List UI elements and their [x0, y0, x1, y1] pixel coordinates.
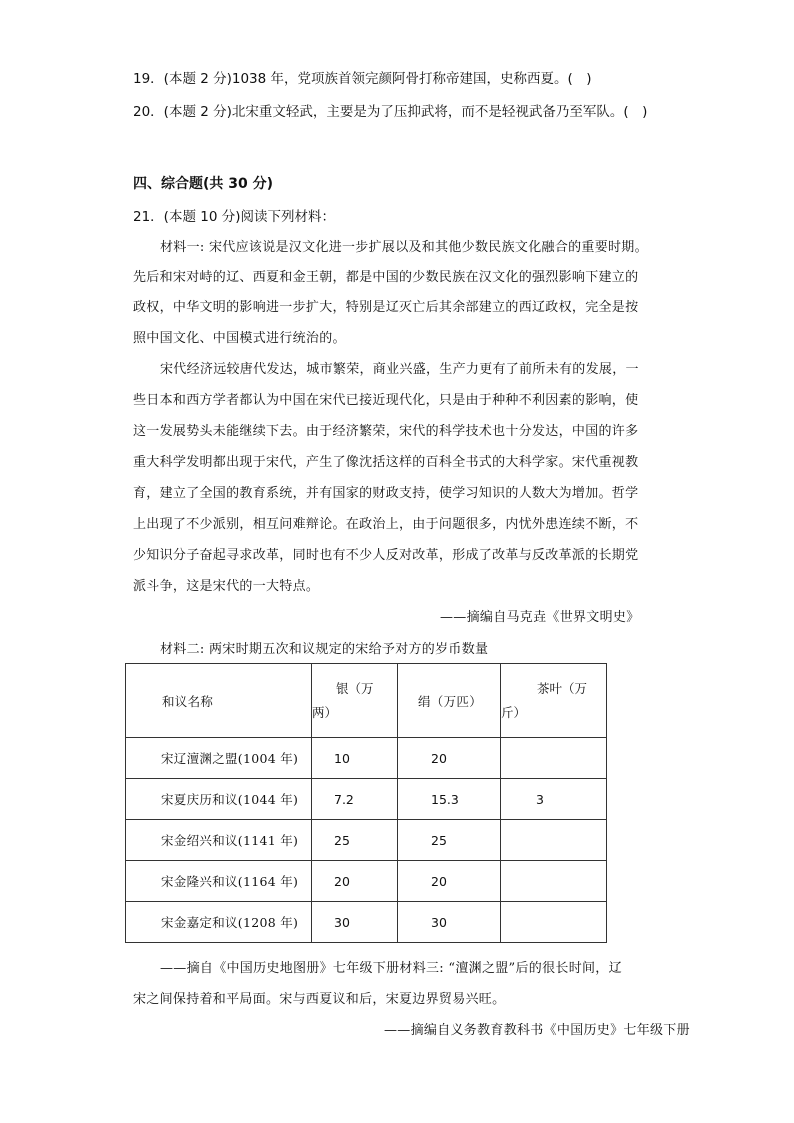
row-silk: 30 [398, 902, 501, 943]
header-tea-line2: 斤） [501, 704, 527, 720]
material-1-line: 重大科学发明都出现于宋代，产生了像沈括这样的百科全书式的大科学家。宋代重视教 [133, 455, 639, 470]
row-tea [501, 738, 607, 779]
row-silk: 20 [398, 861, 501, 902]
header-silk: 绢（万匹） [398, 664, 501, 738]
row-silver: 10 [312, 738, 398, 779]
material-1-line: 先后和宋对峙的辽、西夏和金王朝，都是中国的少数民族在汉文化的强烈影响下建立的 [133, 270, 639, 285]
table-header-row [126, 664, 607, 738]
row-name: 宋夏庆历和议(1044 年) [126, 779, 312, 820]
material-1-line: 些日本和西方学者都认为中国在宋代已接近现代化，只是由于种种不利因素的影响，使 [133, 393, 639, 408]
material-3-line: 宋之间保持着和平局面。宋与西夏议和后，宋夏边界贸易兴旺。 [133, 992, 506, 1007]
row-silver: 20 [312, 861, 398, 902]
row-name: 宋金绍兴和议(1141 年) [126, 820, 312, 861]
material-1-line: 照中国文化、中国模式进行统治的。 [133, 331, 346, 346]
header-silver-line2: 两） [312, 704, 338, 720]
question-20: 20．(本题 2 分)北宋重文轻武，主要是为了压抑武将，而不是轻视武备乃至军队。( ) [133, 104, 648, 120]
table-row [126, 779, 607, 820]
row-silk: 25 [398, 820, 501, 861]
header-tea [501, 664, 607, 738]
header-tea-line1: 茶叶（万 [537, 680, 588, 696]
row-name: 宋金嘉定和议(1208 年) [126, 902, 312, 943]
material-2-source: ——摘自《中国历史地图册》七年级下册材料三: “澶渊之盟”后的很长时间，辽 [160, 961, 622, 976]
row-name: 宋辽澶渊之盟(1004 年) [126, 738, 312, 779]
material-1-line: 育，建立了全国的教育系统，并有国家的财政支持，使学习知识的人数大为增加。哲学 [133, 486, 639, 501]
material-1-line: 宋代经济远较唐代发达，城市繁荣，商业兴盛，生产力更有了前所未有的发展，一 [160, 362, 639, 377]
row-silver: 7.2 [312, 779, 398, 820]
row-silver: 25 [312, 820, 398, 861]
material-1-line: 派斗争，这是宋代的一大特点。 [133, 579, 320, 594]
row-tea [501, 820, 607, 861]
question-21-stem: 21．(本题 10 分)阅读下列材料： [133, 209, 335, 225]
row-name: 宋金隆兴和议(1164 年) [126, 861, 312, 902]
material-3-source: ——摘编自义务教育教科书《中国历史》七年级下册 [384, 1023, 690, 1038]
material-1-line: 这一发展势头未能继续下去。由于经济繁荣，宋代的科学技术也十分发达，中国的许多 [133, 424, 639, 439]
header-name: 和议名称 [126, 664, 312, 738]
material-1-line: 政权，中华文明的影响进一步扩大，特别是辽灭亡后其余部建立的西辽政权，完全是按 [133, 300, 639, 315]
table-row [126, 861, 607, 902]
tribute-table [125, 663, 607, 943]
material-1-line: 材料一: 宋代应该说是汉文化进一步扩展以及和其他少数民族文化融合的重要时期。 [160, 240, 648, 255]
row-tea [501, 861, 607, 902]
row-tea: 3 [501, 779, 607, 820]
material-1-source: ——摘编自马克垚《世界文明史》 [440, 610, 640, 625]
material-2-title: 材料二: 两宋时期五次和议规定的宋给予对方的岁币数量 [160, 642, 489, 657]
row-silver: 30 [312, 902, 398, 943]
material-1-line: 上出现了不少派别，相互问难辩论。在政治上，由于问题很多，内忧外患连续不断，不 [133, 517, 639, 532]
material-1-line: 少知识分子奋起寻求改革，同时也有不少人反对改革，形成了改革与反改革派的长期党 [133, 548, 639, 563]
row-tea [501, 902, 607, 943]
row-silk: 15.3 [398, 779, 501, 820]
section-title: 四、综合题(共 30 分) [133, 176, 274, 192]
header-silver [312, 664, 398, 738]
table-row [126, 820, 607, 861]
question-19: 19．(本题 2 分)1038 年，党项族首领完颜阿骨打称帝建国，史称西夏。( ) [133, 71, 592, 87]
table-row [126, 902, 607, 943]
row-silk: 20 [398, 738, 501, 779]
header-silver-line1: 银（万 [336, 680, 374, 696]
table-row [126, 738, 607, 779]
